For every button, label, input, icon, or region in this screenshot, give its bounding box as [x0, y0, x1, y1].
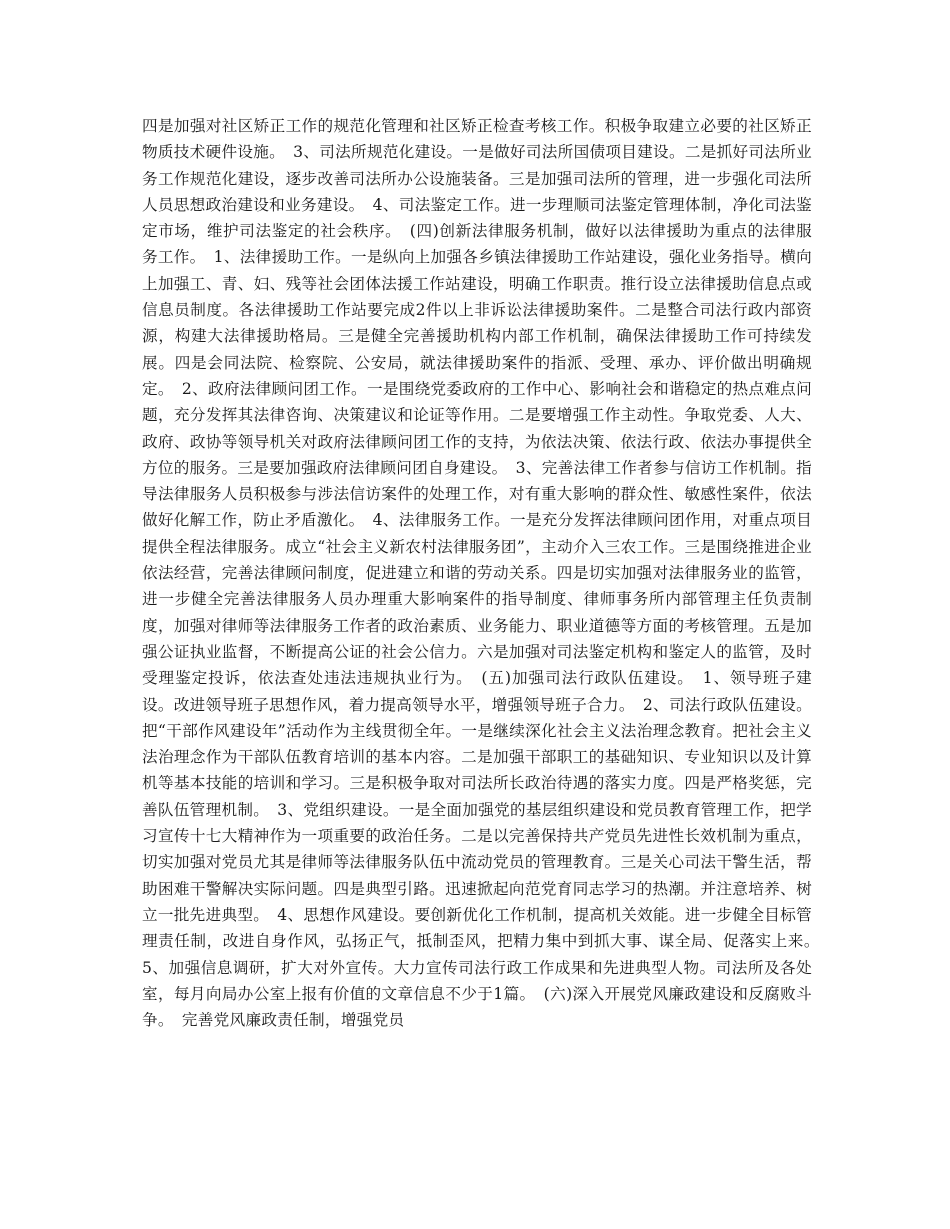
body-paragraph: 四是加强对社区矫正工作的规范化管理和社区矫正检查考核工作。积极争取建立必要的社区矫正物质技术硬件设施。 3、司法所规范化建设。一是做好司法所国债项目建设。二是抓好司法所业务工作规范化建设，逐步改善司法所办公设施装备。三是加强司法所的管理，进一步强化司法所人员思想政治建设和业务建设。 4、司法鉴定工作。进一步理顺司法鉴定管理体制，净化司法鉴定市场，维护司法鉴定的社会秩序。 (四)创新法律服务机制，做好以法律援助为重点的法律服务工作。 1、法律援助工作。一是纵向上加强各乡镇法律援助工作站建设，强化业务指导。横向上加强工、青、妇、残等社会团体法援工作站建设，明确工作职责。推行设立法律援助信息点或信息员制度。各法律援助工作站要完成2件以上非诉讼法律援助案件。二是整合司法行政内部资源，构建大法律援助格局。三是健全完善援助机构内部工作机制，确保法律援助工作可持续发展。四是会同法院、检察院、公安局，就法律援助案件的指派、受理、承办、评价做出明确规定。 2、政府法律顾问团工作。一是围绕党委政府的工作中心、影响社会和谐稳定的热点难点问题，充分发挥其法律咨询、决策建议和论证等作用。二是要增强工作主动性。争取党委、人大、政府、政协等领导机关对政府法律顾问团工作的支持，为依法决策、依法行政、依法办事提供全方位的服务。三是要加强政府法律顾问团自身建设。 3、完善法律工作者参与信访工作机制。指导法律服务人员积极参与涉法信访案件的处理工作，对有重大影响的群众性、敏感性案件，依法做好化解工作，防止矛盾激化。 4、法律服务工作。一是充分发挥法律顾问团作用，对重点项目提供全程法律服务。成立“社会主义新农村法律服务团”，主动介入三农工作。三是围绕推进企业依法经营，完善法律顾问制度，促进建立和谐的劳动关系。四是切实加强对法律服务业的监管，进一步健全完善法律服务人员办理重大影响案件的指导制度、律师事务所内部管理主任负责制度，加强对律师等法律服务工作者的政治素质、业务能力、职业道德等方面的考核管理。五是加强公证执业监督，不断提高公证的社会公信力。六是加强对司法鉴定机构和鉴定人的监管，及时受理鉴定投诉，依法查处违法违规执业行为。 (五)加强司法行政队伍建设。 1、领导班子建设。改进领导班子思想作风，着力提高领导水平，增强领导班子合力。 2、司法行政队伍建设。把“干部作风建设年”活动作为主线贯彻全年。一是继续深化社会主义法治理念教育。把社会主义法治理念作为干部队伍教育培训的基本内容。二是加强干部职工的基础知识、专业知识以及计算机等基本技能的培训和学习。三是积极争取对司法所长政治待遇的落实力度。四是严格奖惩，完善队伍管理机制。 3、党组织建设。一是全面加强党的基层组织建设和党员教育管理工作，把学习宣传十七大精神作为一项重要的政治任务。二是以完善保持共产党员先进性长效机制为重点，切实加强对党员尤其是律师等法律服务队伍中流动党员的管理教育。三是关心司法干警生活，帮助困难干警解决实际问题。四是典型引路。迅速掀起向范党育同志学习的热潮。并注意培养、树立一批先进典型。 4、思想作风建设。要创新优化工作机制，提高机关效能。进一步健全目标管理责任制，改进自身作风，弘扬正气，抵制歪风，把精力集中到抓大事、谋全局、促落实上来。 5、加强信息调研，扩大对外宣传。大力宣传司法行政工作成果和先进典型人物。司法所及各处室，每月向局办公室上报有价值的文章信息不少于1篇。 (六)深入开展党风廉政建设和反腐败斗争。 完善党风廉政责任制，增强党员	[142, 117, 828, 1030]
